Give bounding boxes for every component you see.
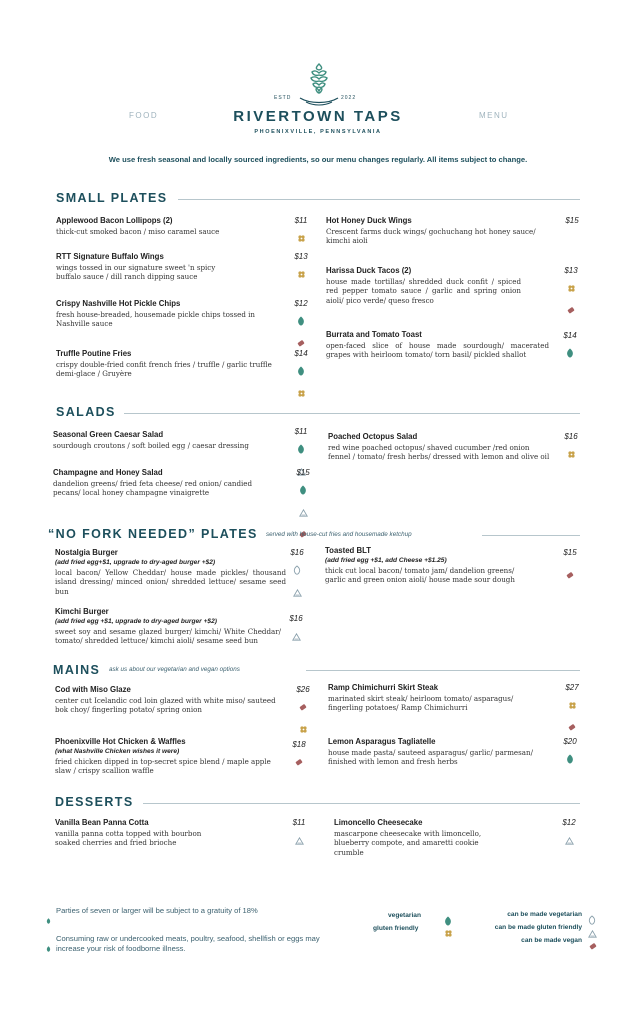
bullet-icon [46, 937, 51, 956]
section-title-salads: SALADS [56, 405, 116, 419]
section-title-no-fork: “NO FORK NEEDED” PLATES [48, 527, 258, 541]
legend-gluten-friendly-label: gluten friendly [373, 925, 419, 932]
item-price-block [559, 266, 583, 319]
section-title-desserts: DESSERTS [55, 795, 134, 809]
item-price: $18 [292, 740, 306, 749]
menu-item [325, 546, 535, 585]
item-name: Limoncello Cheesecake [334, 818, 423, 827]
item-price-block [289, 216, 313, 247]
item-price: $15 [565, 216, 579, 225]
intro-text: We use fresh seasonal and locally sourced ingredients, so our menu changes regularly. All items subject to change. [108, 155, 528, 164]
item-price-block [287, 818, 311, 849]
item-addon: (add fried egg +$1, upgrade to dry-aged burger +$2) [55, 618, 217, 625]
item-name: Nostalgia Burger [55, 548, 118, 557]
item-price-block [289, 349, 313, 402]
menu-item [55, 548, 286, 596]
item-price: $12 [294, 299, 308, 308]
consumer-advisory-note: Consuming raw or undercooked meats, poultry, seafood, shellfish or eggs may increase your risk of foodborne illness. [56, 934, 320, 953]
item-price: $14 [563, 331, 577, 340]
item-price: $12 [562, 818, 576, 827]
item-desc: fresh house-breaded, housemade pickle chips tossed in Nashville sauce [56, 310, 255, 329]
item-desc: mascarpone cheesecake with limoncello, blueberry compote, and amaretti cookie crumble [334, 829, 482, 857]
item-name: Lemon Asparagus Tagliatelle [328, 737, 436, 746]
item-desc: red wine poached octopus/ shaved cucumber /red onion fennel / tomato/ fresh herbs/ dressed with lemon and olive oil [328, 443, 550, 462]
item-name: Harissa Duck Tacos (2) [326, 266, 412, 275]
menu-item [53, 468, 281, 498]
legend-can-be-vegan-label: can be made vegan [521, 937, 582, 944]
item-name: Ramp Chimichurri Skirt Steak [328, 683, 439, 692]
can-be-vegan-icon [566, 300, 576, 319]
can-be-vegetarian-icon [293, 560, 301, 579]
menu-item [56, 349, 280, 379]
gluten-friendly-icon [297, 228, 306, 247]
section-divider [143, 803, 580, 804]
item-addon: (add fried egg+$1, upgrade to dry-aged burger +$2) [55, 559, 216, 566]
item-price: $16 [290, 548, 304, 557]
can-be-gluten-friendly-icon [293, 582, 302, 601]
menu-item [55, 737, 279, 776]
menu-item [328, 737, 548, 767]
item-price: $11 [294, 216, 308, 225]
item-desc: fried chicken dipped in top-secret spice blend / maple apple slaw / crispy scallion waffle [55, 757, 271, 776]
vegetarian-icon [297, 311, 305, 330]
item-name: Crispy Nashville Hot Pickle Chips [56, 299, 181, 308]
item-name: Toasted BLT [325, 546, 372, 555]
item-name: Vanilla Bean Panna Cotta [55, 818, 149, 827]
bullet-icon [46, 909, 51, 928]
hop-logo-icon [290, 60, 348, 110]
item-price-block [291, 685, 315, 738]
menu-item [55, 818, 205, 848]
item-name: Phoenixville Hot Chicken & Waffles [55, 737, 186, 746]
item-desc: house made tortillas/ shredded duck confit / spiced red pepper tomato sauce / garlic and spring onion aioli/ pico verde/ queso fresco [326, 277, 521, 305]
item-addon: (add fried egg +$1, add Cheese +$1.25) [325, 557, 447, 564]
vegetarian-icon [566, 749, 574, 768]
gluten-friendly-icon [444, 923, 453, 942]
item-price: $11 [292, 818, 306, 827]
section-note: served with house-cut fries and housemade ketchup [266, 531, 412, 538]
item-price: $16 [289, 614, 303, 623]
estd-year: 2022 [341, 95, 357, 101]
section-divider [306, 670, 580, 671]
item-name: Applewood Bacon Lollipops (2) [56, 216, 173, 225]
section-divider [482, 535, 580, 536]
item-name: Hot Honey Duck Wings [326, 216, 412, 225]
vegetarian-icon [299, 480, 307, 499]
item-name: Cod with Miso Glaze [55, 685, 131, 694]
item-desc: Crescent farms duck wings/ gochuchang hot honey sauce/ kimchi aioli [326, 227, 536, 246]
item-price: $20 [563, 737, 577, 746]
section-divider [178, 199, 580, 200]
item-desc: thick-cut smoked bacon / miso caramel sauce [56, 227, 220, 236]
nav-food-link[interactable]: FOOD [129, 111, 159, 120]
item-desc: wings tossed in our signature sweet 'n spicy buffalo sauce / dill ranch dipping sauce [56, 263, 216, 282]
item-price-block [559, 432, 583, 463]
menu-item [328, 683, 548, 713]
item-price-block [560, 683, 584, 736]
menu-item [55, 685, 279, 715]
item-name: RTT Signature Buffalo Wings [56, 252, 164, 261]
can-be-vegan-icon [298, 697, 308, 716]
item-price-block [560, 216, 584, 225]
nav-menu-link[interactable]: MENU [479, 111, 509, 120]
menu-item [55, 607, 281, 646]
item-price-block [558, 331, 582, 362]
menu-item [328, 432, 554, 462]
legend-vegetarian-label: vegetarian [388, 912, 421, 919]
item-desc: center cut Icelandic cod loin glazed with white miso/ sauteed bok choy/ fingerling potato/ spring onion [55, 696, 276, 715]
menu-item [326, 266, 521, 305]
brand-location: PHOENIXVILLE, PENNSYLVANIA [254, 129, 382, 135]
item-name: Burrata and Tomato Toast [326, 330, 422, 339]
item-price: $26 [296, 685, 310, 694]
item-name: Poached Octopus Salad [328, 432, 418, 441]
item-price-block [558, 548, 582, 584]
item-price-block [285, 548, 309, 601]
item-desc: sourdough croutons / soft boiled egg / caesar dressing [53, 441, 249, 450]
item-price: $13 [564, 266, 578, 275]
item-price-block [287, 740, 311, 771]
item-price: $11 [294, 427, 308, 436]
menu-item [334, 818, 504, 857]
gluten-friendly-icon [567, 444, 576, 463]
vegetarian-icon [566, 343, 574, 362]
item-addon: (what Nashville Chicken wishes it were) [55, 748, 180, 755]
item-desc: open-faced slice of house made sourdough/ macerated grapes with heirloom tomato/ torn basil/ pickled shallot [326, 341, 549, 360]
vegetarian-icon [297, 439, 305, 458]
menu-item [53, 430, 281, 450]
can-be-vegan-icon [294, 752, 304, 771]
gluten-friendly-icon [297, 264, 306, 283]
item-price-block [289, 299, 313, 352]
item-desc: dandelion greens/ fried feta cheese/ red onion/ candied pecans/ local honey champagne vinaigrette [53, 479, 253, 498]
item-desc: local bacon/ Yellow Cheddar/ house made pickles/ thousand island dressing/ minced onion/ shredded lettuce/ sesame seed bun [55, 568, 286, 596]
menu-item [56, 216, 280, 236]
item-desc: thick cut local bacon/ tomato jam/ dandelion greens/ garlic and green onion aioli/ house made sour dough [325, 566, 515, 585]
item-price-block [558, 737, 582, 768]
item-name: Kimchi Burger [55, 607, 109, 616]
item-desc: marinated skirt steak/ heirloom tomato/ asparagus/ fingerling potatoes/ Ramp Chimichurri [328, 694, 514, 713]
section-title-mains: MAINS [53, 663, 101, 677]
estd-label: ESTD [274, 95, 292, 101]
gluten-friendly-icon [567, 278, 576, 297]
item-price: $14 [294, 349, 308, 358]
item-price: $27 [565, 683, 579, 692]
item-price: $15 [563, 548, 577, 557]
legend-can-be-vegetarian-label: can be made vegetarian [507, 911, 582, 918]
item-price: $16 [564, 432, 578, 441]
menu-item [56, 299, 280, 329]
can-be-gluten-friendly-icon [292, 626, 301, 645]
item-desc: house made pasta/ sauteed asparagus/ garlic/ parmesan/ finished with lemon and fresh herbs [328, 748, 533, 767]
gluten-friendly-icon [299, 719, 308, 738]
can-be-gluten-friendly-icon [565, 830, 574, 849]
item-desc: crispy double-fried confit french fries / truffle / garlic truffle demi-glace / Gruyère [56, 360, 272, 379]
can-be-gluten-friendly-icon [299, 502, 308, 521]
item-name: Champagne and Honey Salad [53, 468, 163, 477]
menu-item [326, 216, 540, 246]
item-desc: sweet soy and sesame glazed burger/ kimchi/ White Cheddar/ tomato/ shredded lettuce/ kimchi aioli/ sesame seed bun [55, 627, 281, 646]
item-name: Seasonal Green Caesar Salad [53, 430, 164, 439]
item-price: $15 [296, 468, 310, 477]
legend-can-be-gf-label: can be made gluten friendly [494, 924, 582, 931]
item-price-block [284, 614, 308, 645]
menu-item [326, 330, 549, 360]
menu-item [56, 252, 236, 282]
item-desc: vanilla panna cotta topped with bourbon soaked cherries and fried brioche [55, 829, 202, 848]
can-be-gluten-friendly-icon [295, 830, 304, 849]
item-price-block [557, 818, 581, 849]
can-be-vegan-icon [567, 717, 577, 736]
vegetarian-icon [297, 361, 305, 380]
can-be-vegan-icon [565, 565, 575, 584]
gratuity-note: Parties of seven or larger will be subject to a gratuity of 18% [56, 906, 258, 915]
gluten-friendly-icon [568, 695, 577, 714]
item-name: Truffle Poutine Fries [56, 349, 132, 358]
brand-title: RIVERTOWN TAPS [233, 108, 403, 125]
can-be-vegan-icon [588, 936, 598, 955]
section-note: ask us about our vegetarian and vegan options [109, 666, 240, 673]
item-price-block [289, 252, 313, 283]
item-price: $13 [294, 252, 308, 261]
gluten-friendly-icon [297, 383, 306, 402]
section-divider [124, 413, 580, 414]
section-title-small-plates: SMALL PLATES [56, 191, 168, 205]
